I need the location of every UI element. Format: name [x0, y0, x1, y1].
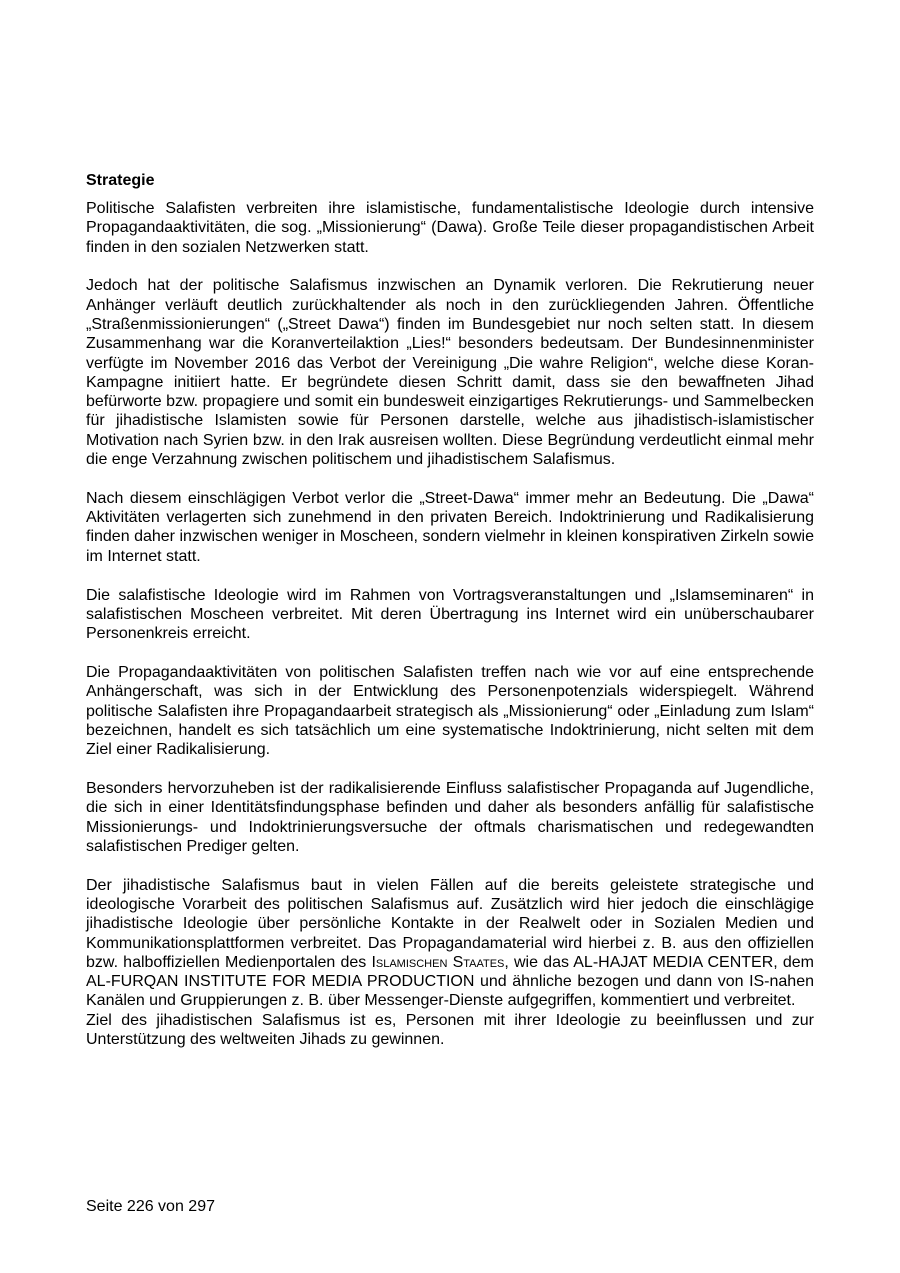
paragraph-6: Besonders hervorzuheben ist der radikalisierende Einfluss salafistischer Propaganda auf Jugendliche, die sich in einer Identitätsfindungsphase befinden und daher als besonders anfällig für salafistische Missionierungs- und Indoktrinierungsversuche der oftmals charismatischen und redegewandten salafistischen Prediger gelten. [86, 779, 814, 855]
page-number: Seite 226 von 297 [86, 1198, 215, 1215]
section-heading: Strategie [86, 172, 155, 189]
islamic-state-name: Islamischen Staates [371, 953, 505, 971]
paragraph-8: Ziel des jihadistischen Salafismus ist es, Personen mit ihrer Ideologie zu beeinflussen und zur Unterstützung des weltweiten Jihads zu gewinnen. [86, 1011, 814, 1048]
paragraph-3: Nach diesem einschlägigen Verbot verlor die „Street-Dawa“ immer mehr an Bedeutung. Die „Dawa“ Aktivitäten verlagerten sich zunehmend in den privaten Bereich. Indoktrinierung und Radikalisierung finden daher inzwischen weniger in Moscheen, sondern vielmehr in kleinen konspirativen Zirkeln sowie im Internet statt. [86, 489, 814, 565]
paragraph-7-part-a: Der jihadistische Salafismus baut in vielen Fällen auf die bereits geleistete strategische und ideologische Vorarbeit des politischen Salafismus auf. Zusätzlich wird hier jedoch die einschlägige jihadistische Ideologie über persönliche Kontakte in der Realwelt oder in Sozialen Medien und Kommunikationsplattformen verbreitet. Das Propagandamaterial wird hierbei z. B. aus den offiziellen bzw. halboffiziellen Medienportalen des [86, 876, 814, 971]
document-body [86, 170, 814, 1069]
paragraph-5: Die Propagandaaktivitäten von politischen Salafisten treffen nach wie vor auf eine entsprechende Anhängerschaft, was sich in der Entwicklung des Personenpotenzials widerspiegelt. Während politische Salafisten ihre Propagandaarbeit strategisch als „Missionierung“ oder „Einladung zum Islam“ bezeichnen, handelt es sich tatsächlich um eine systematische Indoktrinierung, nicht selten mit dem Ziel einer Radikalisierung. [86, 663, 814, 759]
paragraph-7-part-b: , wie das AL-HAJAT MEDIA CENTER, dem AL-FURQAN INSTITUTE FOR MEDIA PRODUCTION und ähnliche bezogen und dann von IS-nahen Kanälen und Gruppierungen z. B. über Messenger-Dienste aufgegriffen, kommentiert und verbreitet. [86, 953, 814, 1010]
paragraph-7 [86, 876, 814, 1011]
paragraph-1: Politische Salafisten verbreiten ihre islamistische, fundamentalistische Ideologie durch intensive Propagandaaktivitäten, die sog. „Missionierung“ (Dawa). Große Teile dieser propagandistischen Arbeit finden in den sozialen Netzwerken statt. [86, 200, 814, 256]
paragraph-2: Jedoch hat der politische Salafismus inzwischen an Dynamik verloren. Die Rekrutierung neuer Anhänger verläuft deutlich zurückhaltender als noch in den zurückliegenden Jahren. Öffentliche „Straßenmissionierungen“ („Street Dawa“) finden im Bundesgebiet nur noch selten statt. In diesem Zusammenhang war die Koranverteilaktion „Lies!“ besonders bedeutsam. Der Bundesinnenminister verfügte im November 2016 das Verbot der Vereinigung „Die wahre Religion“, welche diese Koran-Kampagne initiiert hatte. Er begründete diesen Schritt damit, dass sie den bewaffneten Jihad befürworte bzw. propagiere und somit ein bundesweit einzigartiges Rekrutierungs- und Sammelbecken für jihadistische Islamisten sowie für Personen darstelle, welche aus jihadistisch-islamistischer Motivation nach Syrien bzw. in den Irak ausreisen wollten. Diese Begründung verdeutlicht einmal mehr die enge Verzahnung zwischen politischem und jihadistischem Salafismus. [86, 277, 814, 469]
paragraph-4: Die salafistische Ideologie wird im Rahmen von Vortragsveranstaltungen und „Islamseminaren“ in salafistischen Moscheen verbreitet. Mit deren Übertragung ins Internet wird ein unüberschaubarer Personenkreis erreicht. [86, 586, 814, 643]
